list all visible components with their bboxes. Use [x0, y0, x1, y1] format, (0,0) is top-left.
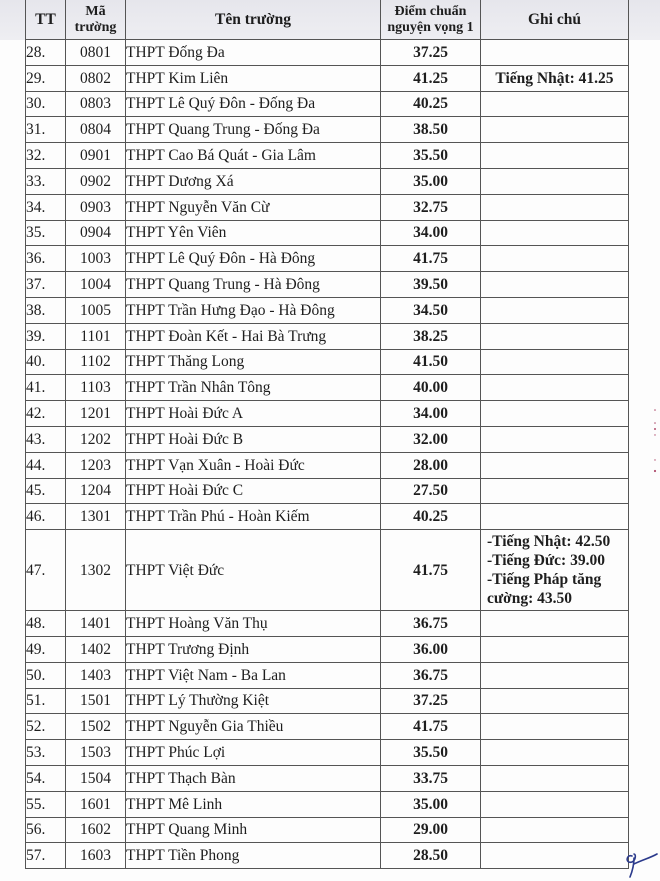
school-code: 1102	[66, 349, 126, 375]
school-code: 1403	[66, 662, 126, 688]
school-name: THPT Đoàn Kết - Hai Bà Trưng	[126, 323, 381, 349]
row-number: 37.	[26, 272, 66, 298]
school-name: THPT Vạn Xuân - Hoài Đức	[126, 452, 381, 478]
table-row	[26, 143, 629, 169]
note-cell	[481, 375, 629, 401]
row-number: 51.	[26, 688, 66, 714]
note-cell	[481, 817, 629, 843]
school-name: THPT Phúc Lợi	[126, 740, 381, 766]
cutoff-score: 34.00	[381, 220, 481, 246]
note-cell	[481, 117, 629, 143]
school-name: THPT Việt Nam - Ba Lan	[126, 662, 381, 688]
note-cell	[481, 297, 629, 323]
school-code: 0803	[66, 91, 126, 117]
note-cell	[481, 530, 629, 611]
school-code: 1503	[66, 740, 126, 766]
school-name: THPT Mê Linh	[126, 791, 381, 817]
school-name: THPT Lê Quý Đôn - Đống Đa	[126, 91, 381, 117]
note-cell	[481, 765, 629, 791]
table-row	[26, 117, 629, 143]
note-cell	[481, 349, 629, 375]
table-row	[26, 843, 629, 869]
table-row	[26, 714, 629, 740]
table-row	[26, 688, 629, 714]
school-code: 0804	[66, 117, 126, 143]
note-line: -Tiếng Nhật: 42.50	[487, 533, 611, 551]
row-number: 46.	[26, 504, 66, 530]
school-name: THPT Hoài Đức A	[126, 401, 381, 427]
row-number: 29.	[26, 65, 66, 91]
table-row	[26, 272, 629, 298]
row-number: 33.	[26, 168, 66, 194]
school-code: 0802	[66, 65, 126, 91]
school-name: THPT Hoàng Văn Thụ	[126, 611, 381, 637]
row-number: 44.	[26, 452, 66, 478]
school-name: THPT Việt Đức	[126, 530, 381, 611]
row-number: 42.	[26, 401, 66, 427]
note-cell	[481, 272, 629, 298]
cutoff-score: 40.00	[381, 375, 481, 401]
note-cell	[481, 636, 629, 662]
cutoff-score: 28.00	[381, 452, 481, 478]
row-number: 43.	[26, 426, 66, 452]
table-row	[26, 478, 629, 504]
school-code: 1601	[66, 791, 126, 817]
table-header-row	[26, 0, 629, 40]
note-line: -Tiếng Pháp tăng	[487, 571, 602, 589]
cutoff-score: 38.25	[381, 323, 481, 349]
header-code-line1: Mã	[85, 3, 106, 19]
row-number: 39.	[26, 323, 66, 349]
cutoff-score: 37.25	[381, 688, 481, 714]
table-row	[26, 452, 629, 478]
table-row	[26, 530, 629, 611]
note-cell	[481, 688, 629, 714]
note-cell	[481, 143, 629, 169]
cutoff-score: 39.50	[381, 272, 481, 298]
school-name: THPT Lê Quý Đôn - Hà Đông	[126, 246, 381, 272]
table-row	[26, 611, 629, 637]
table-row	[26, 246, 629, 272]
school-name: THPT Lý Thường Kiệt	[126, 688, 381, 714]
school-code: 1201	[66, 401, 126, 427]
table-row	[26, 426, 629, 452]
cutoff-score: 41.75	[381, 530, 481, 611]
cutoff-score: 36.75	[381, 611, 481, 637]
table-row	[26, 194, 629, 220]
school-code: 1204	[66, 478, 126, 504]
row-number: 50.	[26, 662, 66, 688]
note-line: -Tiếng Đức: 39.00	[487, 552, 605, 570]
note-cell	[481, 40, 629, 66]
table-row	[26, 401, 629, 427]
cutoff-score: 34.50	[381, 297, 481, 323]
cutoff-score: 28.50	[381, 843, 481, 869]
school-name: THPT Quang Minh	[126, 817, 381, 843]
note-cell	[481, 611, 629, 637]
cutoff-score: 35.00	[381, 791, 481, 817]
school-code: 1302	[66, 530, 126, 611]
school-name: THPT Yên Viên	[126, 220, 381, 246]
school-name: THPT Nguyễn Văn Cừ	[126, 194, 381, 220]
school-name: THPT Trần Phú - Hoàn Kiếm	[126, 504, 381, 530]
note-cell	[481, 478, 629, 504]
table-row	[26, 662, 629, 688]
school-code: 0904	[66, 220, 126, 246]
school-code: 0902	[66, 168, 126, 194]
row-number: 54.	[26, 765, 66, 791]
header-score-line1: Điểm chuẩn	[394, 3, 467, 19]
school-code: 1005	[66, 297, 126, 323]
cutoff-score: 36.00	[381, 636, 481, 662]
cutoff-score: 40.25	[381, 504, 481, 530]
school-code: 0901	[66, 143, 126, 169]
row-number: 57.	[26, 843, 66, 869]
row-number: 56.	[26, 817, 66, 843]
cutoff-score: 40.25	[381, 91, 481, 117]
header-note: Ghi chú	[481, 0, 629, 40]
note-cell	[481, 504, 629, 530]
school-name: THPT Trần Nhân Tông	[126, 375, 381, 401]
cutoff-score: 41.50	[381, 349, 481, 375]
table-row	[26, 40, 629, 66]
school-name: THPT Kim Liên	[126, 65, 381, 91]
school-name: THPT Tiền Phong	[126, 843, 381, 869]
header-score	[381, 0, 481, 40]
note-cell: Tiếng Nhật: 41.25	[481, 65, 629, 91]
header-tt: TT	[26, 0, 66, 40]
row-number: 55.	[26, 791, 66, 817]
row-number: 30.	[26, 91, 66, 117]
table-row	[26, 323, 629, 349]
school-name: THPT Dương Xá	[126, 168, 381, 194]
cutoff-score: 34.00	[381, 401, 481, 427]
note-cell	[481, 740, 629, 766]
cutoff-score: 35.50	[381, 143, 481, 169]
school-code: 1504	[66, 765, 126, 791]
header-code-line2: trường	[74, 19, 117, 35]
row-number: 35.	[26, 220, 66, 246]
row-number: 38.	[26, 297, 66, 323]
table-row	[26, 220, 629, 246]
row-number: 41.	[26, 375, 66, 401]
table-row	[26, 636, 629, 662]
header-score-line2: nguyện vọng 1	[387, 19, 474, 35]
school-code: 1202	[66, 426, 126, 452]
cutoff-score: 35.50	[381, 740, 481, 766]
row-number: 47.	[26, 530, 66, 611]
header-school-name: Tên trường	[126, 0, 381, 40]
table-row	[26, 297, 629, 323]
note-cell	[481, 843, 629, 869]
school-name: THPT Thạch Bàn	[126, 765, 381, 791]
table-row	[26, 504, 629, 530]
table-row	[26, 740, 629, 766]
cutoff-score: 27.50	[381, 478, 481, 504]
school-name: THPT Thăng Long	[126, 349, 381, 375]
school-name: THPT Trần Hưng Đạo - Hà Đông	[126, 297, 381, 323]
school-name: THPT Quang Trung - Hà Đông	[126, 272, 381, 298]
cutoff-score: 41.25	[381, 65, 481, 91]
school-code: 1301	[66, 504, 126, 530]
note-cell	[481, 323, 629, 349]
note-cell	[481, 714, 629, 740]
cutoff-score: 35.00	[381, 168, 481, 194]
school-code: 1203	[66, 452, 126, 478]
school-name: THPT Hoài Đức B	[126, 426, 381, 452]
admission-score-table	[25, 0, 629, 869]
table-row	[26, 791, 629, 817]
row-number: 28.	[26, 40, 66, 66]
school-code: 1501	[66, 688, 126, 714]
note-cell	[481, 401, 629, 427]
school-name: THPT Trương Định	[126, 636, 381, 662]
note-cell	[481, 452, 629, 478]
table-row	[26, 817, 629, 843]
row-number: 49.	[26, 636, 66, 662]
school-code: 1003	[66, 246, 126, 272]
cutoff-score: 29.00	[381, 817, 481, 843]
school-code: 1502	[66, 714, 126, 740]
school-code: 0801	[66, 40, 126, 66]
school-name: THPT Nguyễn Gia Thiều	[126, 714, 381, 740]
table-row	[26, 349, 629, 375]
school-name: THPT Hoài Đức C	[126, 478, 381, 504]
note-cell	[481, 246, 629, 272]
row-number: 52.	[26, 714, 66, 740]
table-row	[26, 65, 629, 91]
cutoff-score: 32.75	[381, 194, 481, 220]
cutoff-score: 32.00	[381, 426, 481, 452]
row-number: 40.	[26, 349, 66, 375]
cutoff-score: 36.75	[381, 662, 481, 688]
row-number: 31.	[26, 117, 66, 143]
school-name: THPT Cao Bá Quát - Gia Lâm	[126, 143, 381, 169]
table-row	[26, 765, 629, 791]
header-school-code	[66, 0, 126, 40]
note-cell	[481, 91, 629, 117]
table-row	[26, 91, 629, 117]
school-name: THPT Đống Đa	[126, 40, 381, 66]
school-code: 0903	[66, 194, 126, 220]
row-number: 36.	[26, 246, 66, 272]
row-number: 53.	[26, 740, 66, 766]
cutoff-score: 41.75	[381, 246, 481, 272]
school-name: THPT Quang Trung - Đống Đa	[126, 117, 381, 143]
margin-stamp-marks	[652, 405, 658, 485]
cutoff-score: 41.75	[381, 714, 481, 740]
school-code: 1602	[66, 817, 126, 843]
row-number: 34.	[26, 194, 66, 220]
cutoff-score: 37.25	[381, 40, 481, 66]
note-cell	[481, 791, 629, 817]
note-line: cường: 43.50	[487, 590, 573, 608]
note-cell	[481, 426, 629, 452]
school-code: 1101	[66, 323, 126, 349]
cutoff-score: 33.75	[381, 765, 481, 791]
note-cell	[481, 220, 629, 246]
row-number: 48.	[26, 611, 66, 637]
note-cell	[481, 194, 629, 220]
cutoff-score: 38.50	[381, 117, 481, 143]
school-code: 1401	[66, 611, 126, 637]
row-number: 45.	[26, 478, 66, 504]
row-number: 32.	[26, 143, 66, 169]
school-code: 1603	[66, 843, 126, 869]
table-row	[26, 375, 629, 401]
table-row	[26, 168, 629, 194]
signature-initial-icon	[622, 850, 658, 880]
school-code: 1103	[66, 375, 126, 401]
school-code: 1402	[66, 636, 126, 662]
school-code: 1004	[66, 272, 126, 298]
note-cell	[481, 662, 629, 688]
note-cell	[481, 168, 629, 194]
